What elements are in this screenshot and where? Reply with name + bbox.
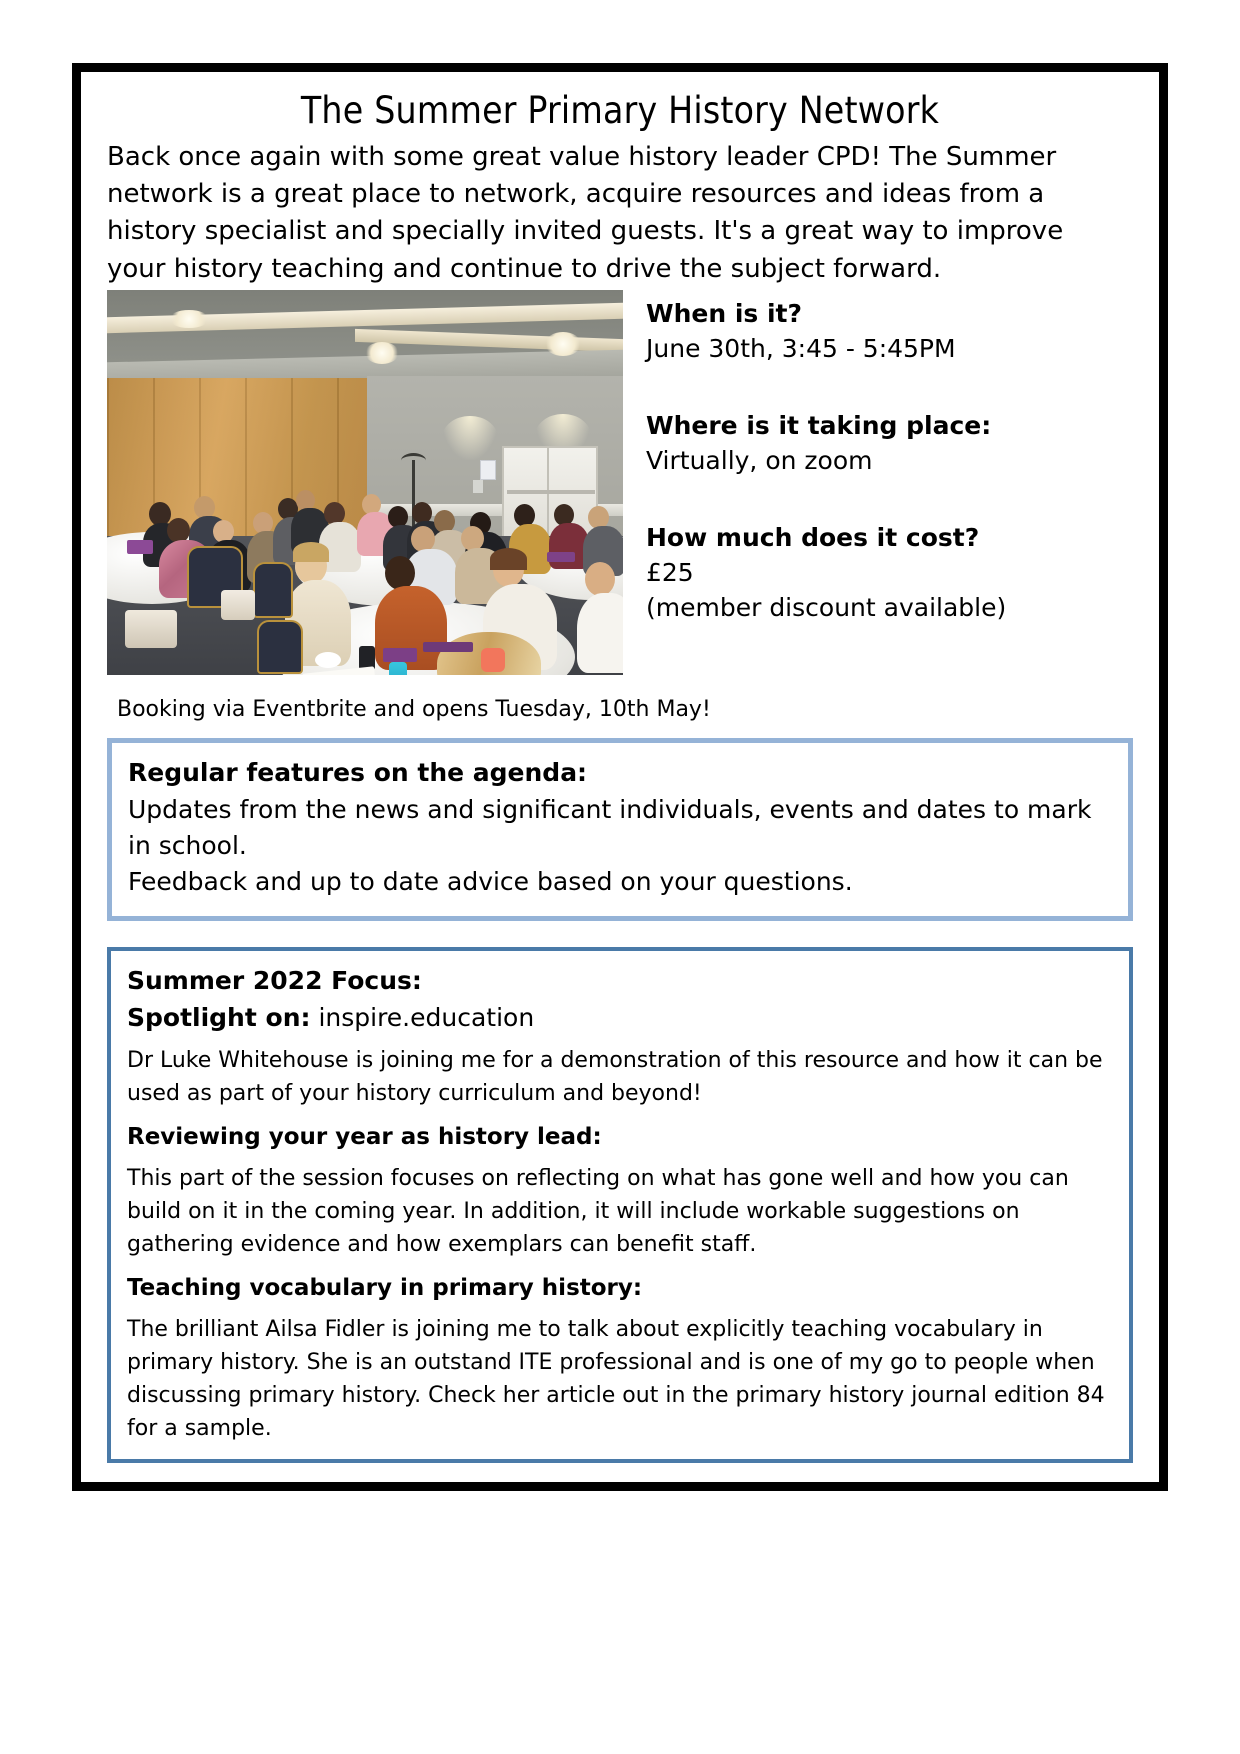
photo-table-item [547, 552, 575, 562]
photo-wall-switch [473, 480, 483, 493]
agenda-line-1: Updates from the news and significant individuals, events and dates to mark in school. [128, 794, 1092, 860]
photo-wall-glow-1 [442, 416, 498, 460]
page-title: The Summer Primary History Network [300, 89, 940, 132]
page-border-frame [72, 63, 1168, 1491]
photo-table-item [481, 648, 505, 672]
vocab-body: The brilliant Ailsa Fidler is joining me to talk about explicitly teaching vocabulary in primary history. She is an outstand ITE professional and is one of my go to people when discussing primary history. Check her article out in the primary history journal edition 84 for a sample. [127, 1316, 1105, 1441]
intro-paragraph: Back once again with some great value history leader CPD! The Summer network is a great place to network, acquire resources and ideas from a history specialist and specially invited guests. It's a great way to improve your history teaching and continue to drive the subject forward. [107, 141, 1064, 284]
spotlight-value: inspire.education [318, 1002, 535, 1032]
photo-door-push-bar [507, 490, 595, 494]
event-details [623, 290, 1133, 625]
booking-note: Booking via Eventbrite and opens Tuesday, 10th May! [117, 697, 711, 723]
photo-water-bottle [389, 662, 407, 675]
summer-focus-box [107, 947, 1133, 1463]
spotlight-line [127, 1000, 1113, 1036]
where-label: Where is it taking place: [646, 411, 992, 441]
cost-label: How much does it cost? [646, 523, 980, 553]
details-spacer [646, 366, 1133, 408]
review-body: This part of the session focuses on reflecting on what has gone well and how you can build on it in the coming year. In addition, it will include workable suggestions on gathering evidence and how exemplars can benefit staff. [127, 1165, 1069, 1257]
where-value: Virtually, on zoom [646, 446, 873, 476]
spotlight-label: Spotlight on: [127, 1002, 311, 1032]
vocab-heading: Teaching vocabulary in primary history: [127, 1274, 643, 1301]
cost-value: £25 [646, 558, 694, 588]
when-label: When is it? [646, 299, 803, 329]
photo-chair [253, 562, 293, 618]
photo-bag [125, 610, 177, 648]
when-value: June 30th, 3:45 - 5:45PM [646, 334, 956, 364]
photo-table-item [423, 642, 473, 652]
photo-and-details-row [107, 290, 1133, 675]
agenda-box [107, 738, 1133, 921]
photo-wall-notice [480, 460, 496, 480]
photo-bag [221, 590, 255, 620]
agenda-line-2: Feedback and up to date advice based on your questions. [128, 867, 853, 897]
cost-note: (member discount available) [646, 593, 1007, 623]
review-heading: Reviewing your year as history lead: [127, 1123, 602, 1150]
photo-table-item [127, 540, 153, 554]
photo-chair [257, 620, 303, 674]
details-spacer [646, 478, 1133, 520]
agenda-heading: Regular features on the agenda: [128, 758, 588, 788]
spotlight-body: Dr Luke Whitehouse is joining me for a demonstration of this resource and how it can be used as part of your history curriculum and beyond! [127, 1047, 1103, 1106]
page-content [81, 72, 1159, 1482]
conference-photo [107, 290, 623, 675]
focus-heading: Summer 2022 Focus: [127, 966, 422, 996]
photo-table-item [383, 648, 417, 662]
